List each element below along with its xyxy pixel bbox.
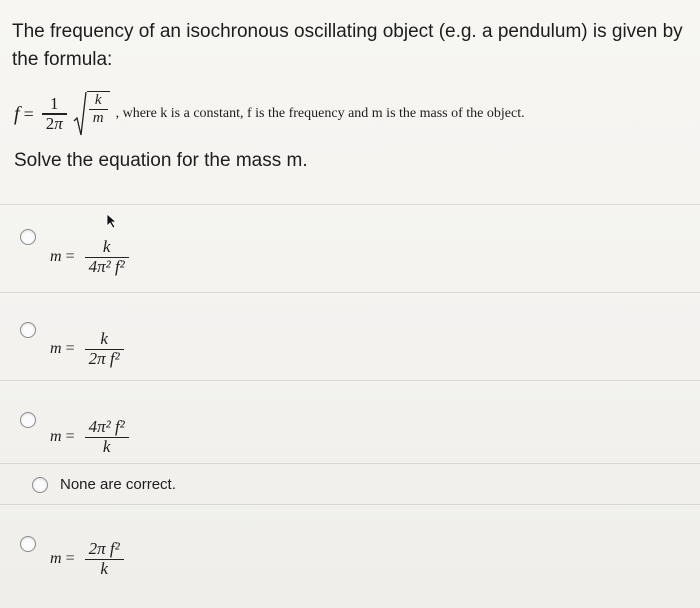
- radio-button[interactable]: [20, 322, 36, 338]
- option-5-expression: m = $\frac{\text{2π f²}}{k}$: [50, 540, 128, 579]
- radio-button[interactable]: [20, 412, 36, 428]
- radio-button[interactable]: [32, 477, 48, 493]
- option-2-numerator: k: [100, 329, 108, 348]
- answer-option-3[interactable]: [20, 394, 680, 457]
- formula: [14, 86, 694, 142]
- question-line: The frequency of an isochronous oscillating object (e.g. a pendulum) is given by the formula:: [12, 21, 683, 70]
- answer-option-2[interactable]: [20, 306, 680, 369]
- formula-sqrt: [73, 91, 110, 137]
- option-1-denominator: 4π² f²: [88, 256, 125, 276]
- formula-where-text: , where k is a constant, f is the frequency and m is the mass of the object.: [115, 106, 525, 121]
- option-4-label: None are correct.: [60, 476, 176, 493]
- option-2-denominator: 2π f²: [88, 348, 120, 368]
- option-5-numerator: 2π f²: [88, 539, 120, 558]
- formula-frac-num: 1: [49, 93, 59, 113]
- answer-option-5[interactable]: [20, 516, 680, 579]
- divider: [0, 504, 700, 505]
- option-2-expression: m = $\frac{k}{\text{2π f²}}$: [50, 330, 128, 369]
- formula-frac-den-coef: 2: [45, 113, 55, 133]
- divider: [0, 204, 700, 205]
- sqrt-sign-icon: [73, 91, 87, 137]
- radio-button[interactable]: [20, 229, 36, 245]
- formula-sqrt-den: m: [92, 109, 104, 126]
- answer-option-1[interactable]: [20, 216, 680, 277]
- option-3-denominator: k: [102, 436, 111, 456]
- answer-option-4[interactable]: [20, 476, 680, 493]
- formula-sqrt-num: k: [94, 92, 102, 108]
- solve-instruction: Solve the equation for the mass m.: [14, 150, 308, 171]
- option-3-numerator: 4π² f²: [88, 417, 125, 436]
- option-1-expression: m = $\frac{k}{\text{4π² f²}}$: [50, 238, 133, 277]
- radio-button[interactable]: [20, 536, 36, 552]
- question-text: [12, 18, 692, 74]
- divider: [0, 463, 700, 464]
- option-5-denominator: k: [100, 558, 108, 578]
- formula-equals: =: [23, 103, 34, 124]
- option-3-expression: m = $\frac{\text{4π² f²}}{k}$: [50, 418, 133, 457]
- formula-fraction: [42, 95, 67, 134]
- divider: [0, 292, 700, 293]
- mouse-cursor-icon: [106, 213, 118, 229]
- formula-frac-den-pi: π: [54, 113, 63, 133]
- formula-lhs: f: [14, 102, 20, 125]
- option-1-numerator: k: [102, 237, 111, 256]
- divider: [0, 380, 700, 381]
